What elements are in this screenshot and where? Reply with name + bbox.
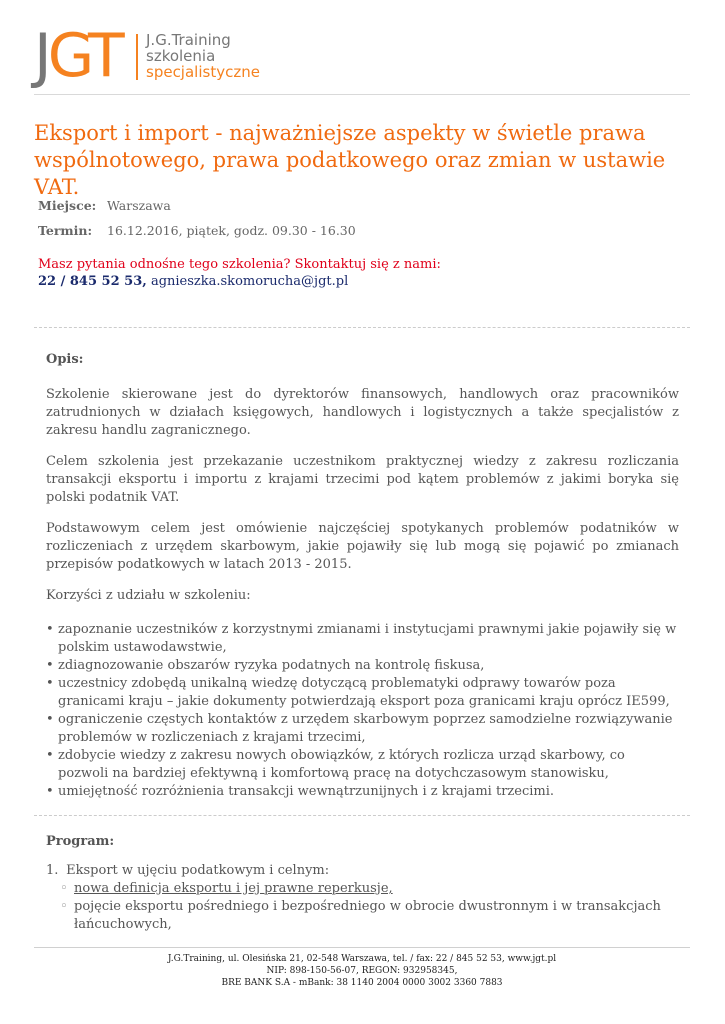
list-item: • umiejętność rozróżnienia transakcji wewnątrzunijnych i z krajami trzecimi. (46, 783, 679, 801)
program-heading: Program: (46, 834, 115, 849)
program-subitem-link[interactable]: nowa definicja eksportu i jej prawne reperkusje, (74, 881, 393, 896)
logo-divider (136, 34, 138, 80)
opis-paragraph-3: Podstawowym celem jest omówienie najczęściej spotykanych problemów podatników w rozliczeniach z urzędem skarbowym, jakie pojawiły się lub mogą się pojawić po zmianach przepisów podatkowych w latach 2013 - 2015. (46, 521, 679, 572)
list-item: • zapoznanie uczestników z korzystnymi zmianami i instytucjami prawnymi jakie pojawiły się w polskim ustawodawstwie, (46, 621, 679, 657)
contact-block (38, 256, 441, 290)
opis-heading: Opis: (46, 352, 84, 367)
training-meta (38, 193, 356, 243)
footer-nip: NIP: 898-150-56-07, REGON: 932958345, (266, 966, 458, 976)
date-label: Termin: (38, 223, 93, 238)
logo-letters-gt: GT (47, 21, 121, 91)
divider-dashed (34, 327, 690, 328)
list-item: • zdobycie wiedzy z zakresu nowych obowiązków, z których rozlicza urząd skarbowy, co pozwoli na bardziej efektywną i komfortową pracę na dotychczasowym stanowisku, (46, 747, 679, 783)
jgt-logo (34, 21, 121, 91)
logo-letter-j: J (34, 21, 48, 91)
contact-question: Masz pytania odnośne tego szkolenia? Skontaktuj się z nami: (38, 257, 441, 272)
page-footer (34, 947, 690, 989)
benefits-list (46, 621, 679, 801)
contact-email-link[interactable]: agnieszka.skomorucha@jgt.pl (150, 274, 349, 289)
divider-dashed (34, 815, 690, 816)
program-list (46, 862, 679, 934)
program-item-title: Eksport w ujęciu podatkowym i celnym: (66, 863, 330, 878)
footer-bank: BRE BANK S.A - mBank: 38 1140 2004 0000 3002 3360 7883 (221, 978, 503, 988)
place-value: Warszawa (107, 198, 171, 213)
opis-paragraph-2: Celem szkolenia jest przekazanie uczestnikom praktycznej wiedzy z zakresu rozliczania transakcji eksportu i importu z krajami trzecimi pod kątem problemów z jakimi boryka się polski podatnik VAT. (46, 454, 679, 505)
benefits-heading: Korzyści z udziału w szkoleniu: (46, 588, 251, 603)
opis-paragraph-1: Szkolenie skierowane jest do dyrektorów finansowych, handlowych oraz pracowników zatrudnionych w działach księgowych, handlowych i logistycznych a także specjalistów z zakresu handlu zagranicznego. (46, 387, 679, 438)
footer-address: J.G.Training, ul. Olesińska 21, 02-548 Warszawa, tel. / fax: 22 / 845 52 53, www.jgt.pl (167, 954, 557, 964)
logo-text (146, 32, 260, 80)
contact-phone[interactable]: 22 / 845 52 53, (38, 274, 147, 289)
page-header (34, 21, 690, 95)
program-item-number: 1. (46, 863, 59, 878)
program-item-1 (46, 862, 679, 880)
place-label: Miejsce: (38, 198, 97, 213)
list-item: • ograniczenie częstych kontaktów z urzędem skarbowym poprzez samodzielne rozwiązywanie problemów w rozliczeniach z krajami trzecimi, (46, 711, 679, 747)
meta-place-row (38, 193, 356, 218)
opis-content (46, 386, 679, 801)
page-title: Eksport i import - najważniejsze aspekty w świetle prawa wspólnotowego, prawa podatkowego oraz zmian w ustawie VAT. (34, 121, 666, 199)
list-item: • zdiagnozowanie obszarów ryzyka podatnych na kontrolę fiskusa, (46, 657, 679, 675)
meta-date-row (38, 218, 356, 243)
logo-line-szkolenia: szkolenia (146, 47, 216, 65)
list-item: • uczestnicy zdobędą unikalną wiedzę dotyczącą problematyki odprawy towarów poza granicami kraju – jakie dokumenty potwierdzają eksport poza granicami kraju oprócz IE599, (46, 675, 679, 711)
program-subitem: ◦ pojęcie eksportu pośredniego i bezpośredniego w obrocie dwustronnym i w transakcjach łańcuchowych, (46, 898, 679, 934)
logo-line-specjalistyczne: specjalistyczne (146, 63, 260, 81)
date-value: 16.12.2016, piątek, godz. 09.30 - 16.30 (107, 223, 356, 238)
logo-line-company: J.G.Training (146, 31, 231, 49)
program-subitem (46, 880, 679, 898)
